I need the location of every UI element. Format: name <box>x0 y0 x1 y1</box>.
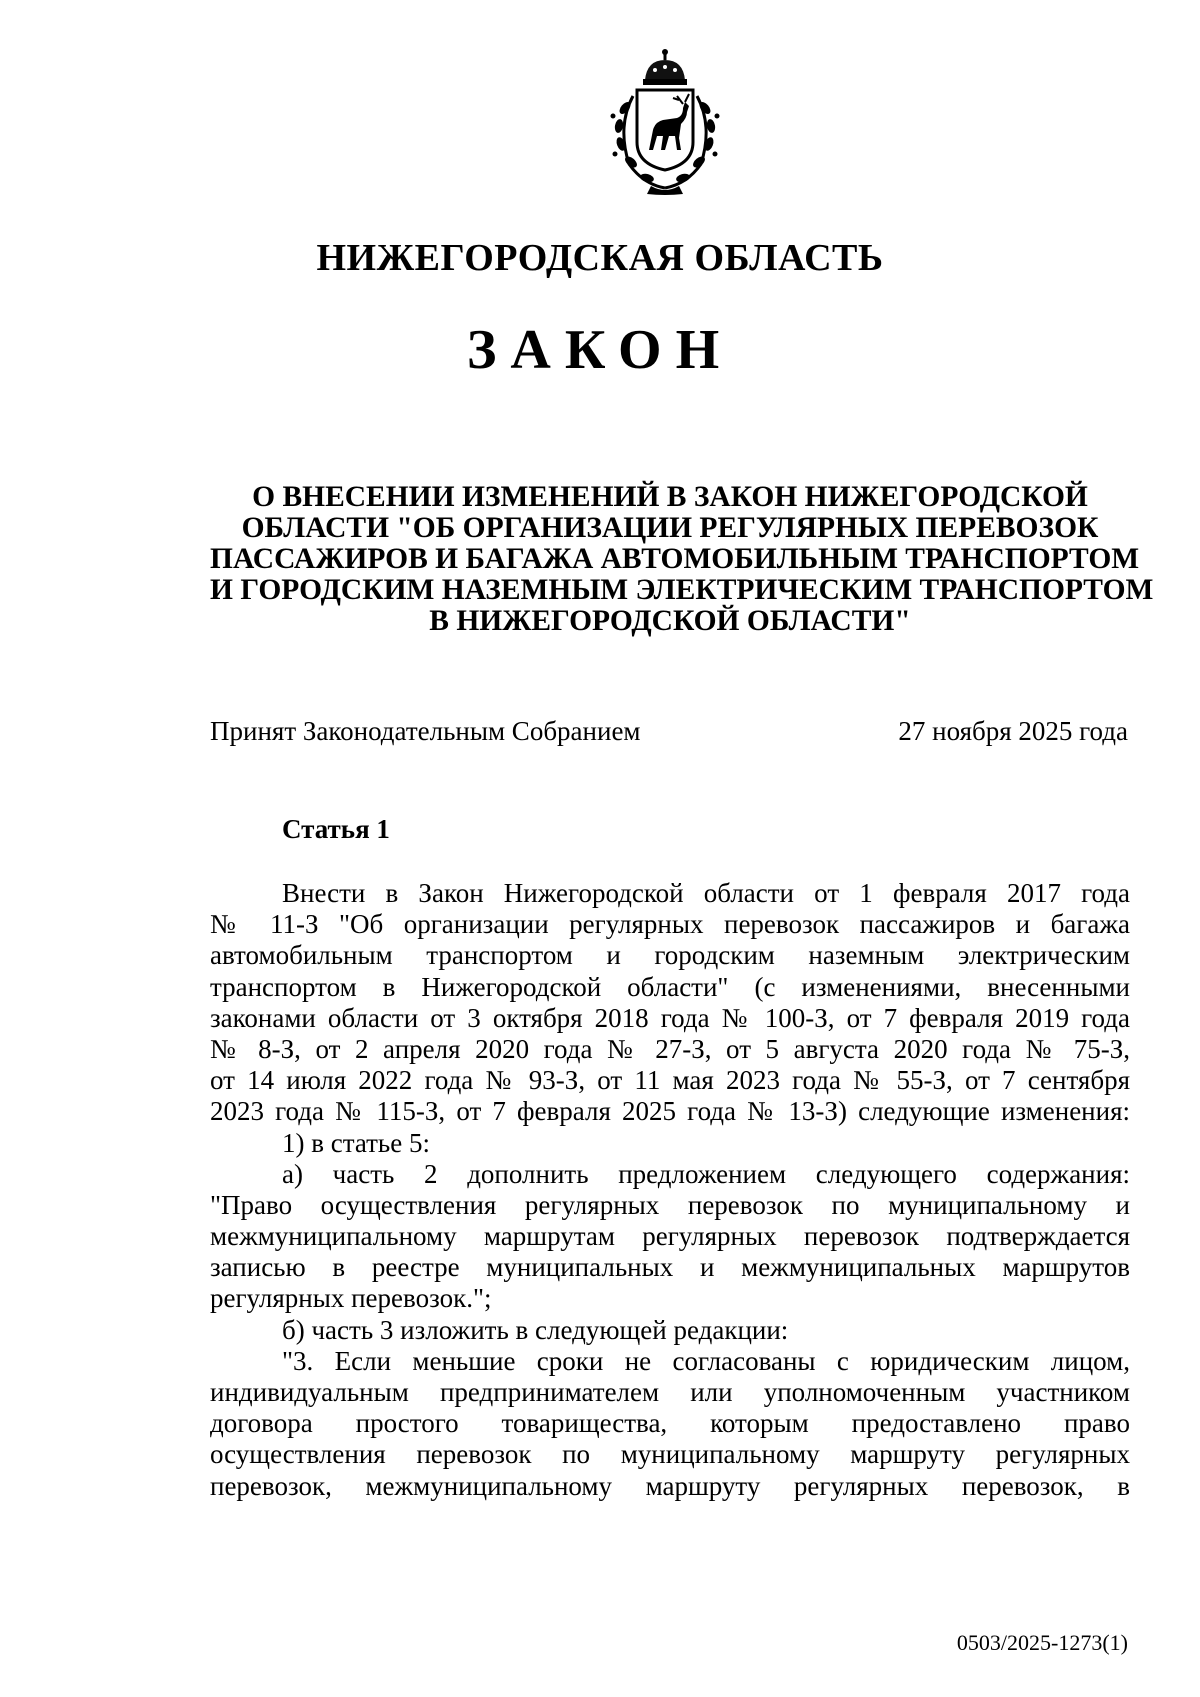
body-line: б) часть 3 изложить в следующей редакции: <box>282 1314 789 1345</box>
document-code: 0503/2025-1273(1) <box>956 1630 1128 1655</box>
body-line: № 8-З, от 2 апреля 2020 года № 27-З, от 5 августа 2020 года № 75-З, <box>210 1033 1130 1064</box>
body-line: осуществления перевозок по муниципальному маршруту регулярных <box>210 1439 1130 1470</box>
body-line: индивидуальным предпринимателем или уполномоченным участником <box>210 1377 1130 1407</box>
law-title-line: ОБЛАСТИ "ОБ ОРГАНИЗАЦИИ РЕГУЛЯРНЫХ ПЕРЕВОЗОК <box>241 512 1099 544</box>
law-title-line: ПАССАЖИРОВ И БАГАЖА АВТОМОБИЛЬНЫМ ТРАНСПОРТОМ <box>210 543 1140 575</box>
coat-of-arms-icon <box>603 46 727 196</box>
adoption-date: 27 ноября 2025 года <box>898 716 1128 746</box>
body-line: законами области от 3 октября 2018 года № 100-З, от 7 февраля 2019 года <box>210 1002 1130 1033</box>
body-line: 1) в статье 5: <box>282 1127 430 1158</box>
body-line: № 11-З "Об организации регулярных перевозок пассажиров и багажа <box>210 909 1130 940</box>
region-name: НИЖЕГОРОДСКАЯ ОБЛАСТЬ <box>316 237 884 279</box>
body-line: "Право осуществления регулярных перевозок по муниципальному и <box>210 1189 1130 1220</box>
adoption-info <box>210 716 1128 750</box>
body-line: регулярных перевозок."; <box>210 1283 492 1314</box>
law-title-line: О ВНЕСЕНИИ ИЗМЕНЕНИЙ В ЗАКОН НИЖЕГОРОДСКОЙ <box>252 481 1088 513</box>
body-line: а) часть 2 дополнить предложением следующего содержания: <box>282 1158 1130 1189</box>
body-line: межмуниципальному маршрутам регулярных перевозок подтверждается <box>210 1221 1130 1252</box>
body-line: договора простого товарищества, которым предоставлено право <box>210 1408 1130 1439</box>
body-line: Внести в Закон Нижегородской области от 1 февраля 2017 года <box>282 878 1130 908</box>
adopted-by: Принят Законодательным Собранием <box>210 716 641 746</box>
law-title <box>210 481 1154 637</box>
law-title-line: И ГОРОДСКИМ НАЗЕМНЫМ ЭЛЕКТРИЧЕСКИМ ТРАНСПОРТОМ <box>210 574 1154 606</box>
article-body <box>210 878 1130 1502</box>
body-line: записью в реестре муниципальных и межмуниципальных маршрутов <box>210 1252 1130 1283</box>
body-line: 2023 года № 115-З, от 7 февраля 2025 года № 13-З) следующие изменения: <box>210 1096 1130 1127</box>
body-line: автомобильным транспортом и городским наземным электрическим <box>210 940 1130 971</box>
document-type: ЗАКОН <box>466 319 734 381</box>
body-line: транспортом в Нижегородской области" (с изменениями, внесенными <box>210 971 1130 1002</box>
body-line: от 14 июля 2022 года № 93-З, от 11 мая 2023 года № 55-З, от 7 сентября <box>210 1065 1130 1096</box>
body-line: "3. Если меньшие сроки не согласованы с юридическим лицом, <box>282 1345 1130 1376</box>
body-line: перевозок, межмуниципальному маршруту регулярных перевозок, в <box>210 1470 1130 1501</box>
article-heading: Статья 1 <box>282 814 390 844</box>
law-title-line: В НИЖЕГОРОДСКОЙ ОБЛАСТИ" <box>429 605 911 637</box>
